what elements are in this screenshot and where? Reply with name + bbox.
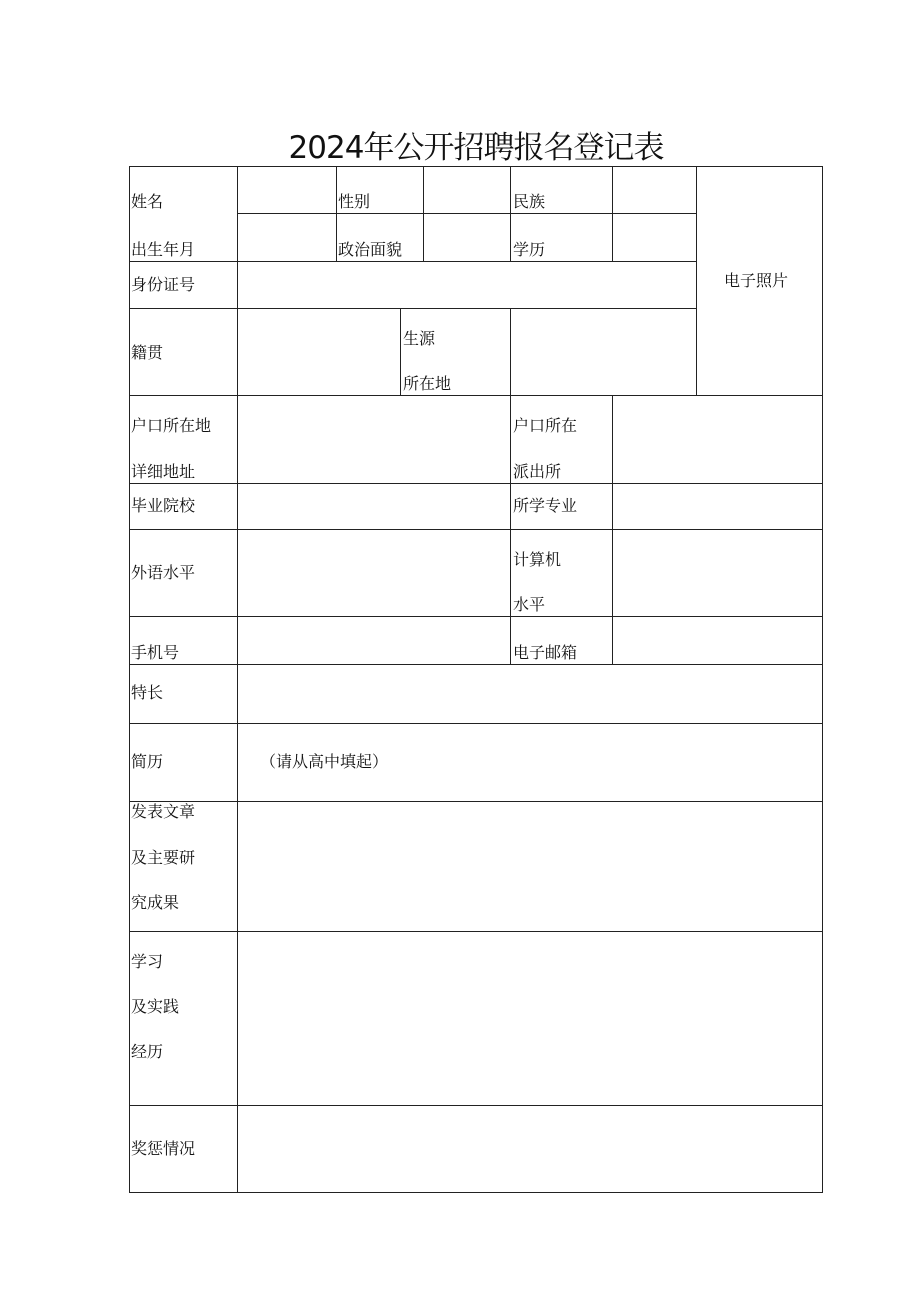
label-computer-line1: 计算机 — [513, 550, 562, 569]
row-line — [129, 616, 823, 617]
table-border-bottom — [129, 1192, 823, 1193]
label-email: 电子邮箱 — [513, 643, 578, 662]
label-papers-line3: 究成果 — [131, 893, 180, 912]
label-political: 政治面貌 — [338, 240, 403, 259]
col-line — [510, 308, 511, 664]
col-line — [400, 308, 401, 395]
label-hukou-station-line1: 户口所在 — [513, 416, 578, 435]
label-phone: 手机号 — [131, 643, 180, 662]
table-border-left — [129, 166, 130, 1193]
label-school: 毕业院校 — [131, 496, 196, 515]
label-column-line — [237, 166, 238, 1193]
col-line — [336, 166, 337, 261]
label-language: 外语水平 — [131, 563, 196, 582]
row-line — [129, 664, 823, 665]
row-line — [129, 931, 823, 932]
label-id-number: 身份证号 — [131, 275, 196, 294]
label-native-place: 籍贯 — [131, 343, 164, 362]
label-practice-line1: 学习 — [131, 952, 164, 971]
label-major: 所学专业 — [513, 496, 578, 515]
label-gender: 性别 — [338, 192, 371, 211]
label-birth: 出生年月 — [131, 240, 196, 259]
col-line — [423, 166, 424, 261]
row-line — [129, 395, 823, 396]
row-line — [129, 529, 823, 530]
label-specialty: 特长 — [131, 683, 164, 702]
row-line — [237, 213, 697, 214]
row-line — [129, 1105, 823, 1106]
label-education: 学历 — [513, 240, 546, 259]
label-practice-line2: 及实践 — [131, 997, 180, 1016]
photo-cell-line — [696, 166, 697, 395]
row-line — [129, 483, 823, 484]
row-line — [129, 261, 697, 262]
label-ethnicity: 民族 — [513, 192, 546, 211]
label-papers-line1: 发表文章 — [131, 802, 196, 821]
col-line — [612, 166, 613, 261]
label-origin-line1: 生源 — [403, 329, 436, 348]
label-origin-line2: 所在地 — [403, 374, 452, 393]
label-computer-line2: 水平 — [513, 595, 546, 614]
label-awards: 奖惩情况 — [131, 1139, 196, 1158]
table-border-right — [822, 166, 823, 1193]
row-line — [129, 308, 697, 309]
form-title: 2024年公开招聘报名登记表 — [288, 130, 664, 166]
label-papers-line2: 及主要研 — [131, 848, 196, 867]
label-hukou-station-line2: 派出所 — [513, 462, 562, 481]
label-photo: 电子照片 — [724, 271, 789, 290]
label-hukou-address-line1: 户口所在地 — [131, 416, 212, 435]
table-border-top — [129, 166, 823, 167]
resume-hint: （请从高中填起） — [260, 752, 389, 771]
col-line — [612, 395, 613, 664]
row-line — [129, 801, 823, 802]
label-hukou-address-line2: 详细地址 — [131, 462, 196, 481]
label-name: 姓名 — [131, 192, 164, 211]
col-line — [510, 166, 511, 261]
label-practice-line3: 经历 — [131, 1042, 164, 1061]
row-line — [129, 723, 823, 724]
label-resume: 简历 — [131, 752, 164, 771]
